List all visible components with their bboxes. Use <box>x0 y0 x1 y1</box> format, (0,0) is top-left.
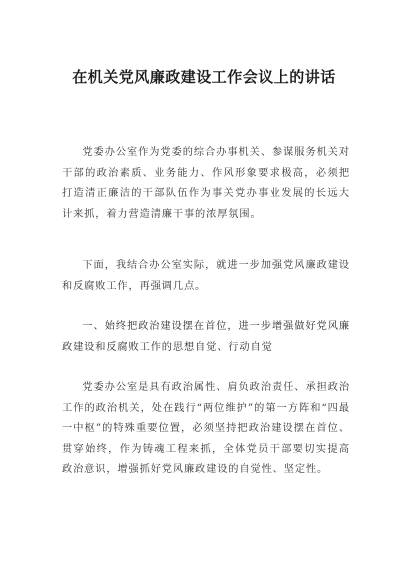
section-heading-1: 一、始终把政治建设摆在首位，进一步增强做好党风廉政建设和反腐败工作的思想自觉、行动自觉 <box>62 321 350 353</box>
body-paragraph-transition: 下面，我结合办公室实际，就进一步加强党风廉政建设和反腐败工作，再强调几点。 <box>62 260 350 292</box>
body-paragraph-intro: 党委办公室作为党委的综合办事机关、参谋服务机关对干部的政治素质、业务能力、作风形象要求极高，必须把打造清正廉洁的干部队伍作为事关党办事业发展的长远大计来抓，着力营造清廉干事的浓厚氛围。 <box>62 147 350 220</box>
body-paragraph-section-1: 党委办公室是具有政治属性、肩负政治责任、承担政治工作的政治机关，处在践行“两位维护”的第一方阵和“四最一中枢”的特殊重要位置，必须坚持把政治建设摆在首位、贯穿始终，作为铸魂工程来抓，全体党员干部要切实提高政治意识，增强抓好党风廉政建设的自觉性、坚定性。 <box>62 382 350 475</box>
document-title: 在机关党风廉政建设工作会议上的讲话 <box>72 68 336 86</box>
